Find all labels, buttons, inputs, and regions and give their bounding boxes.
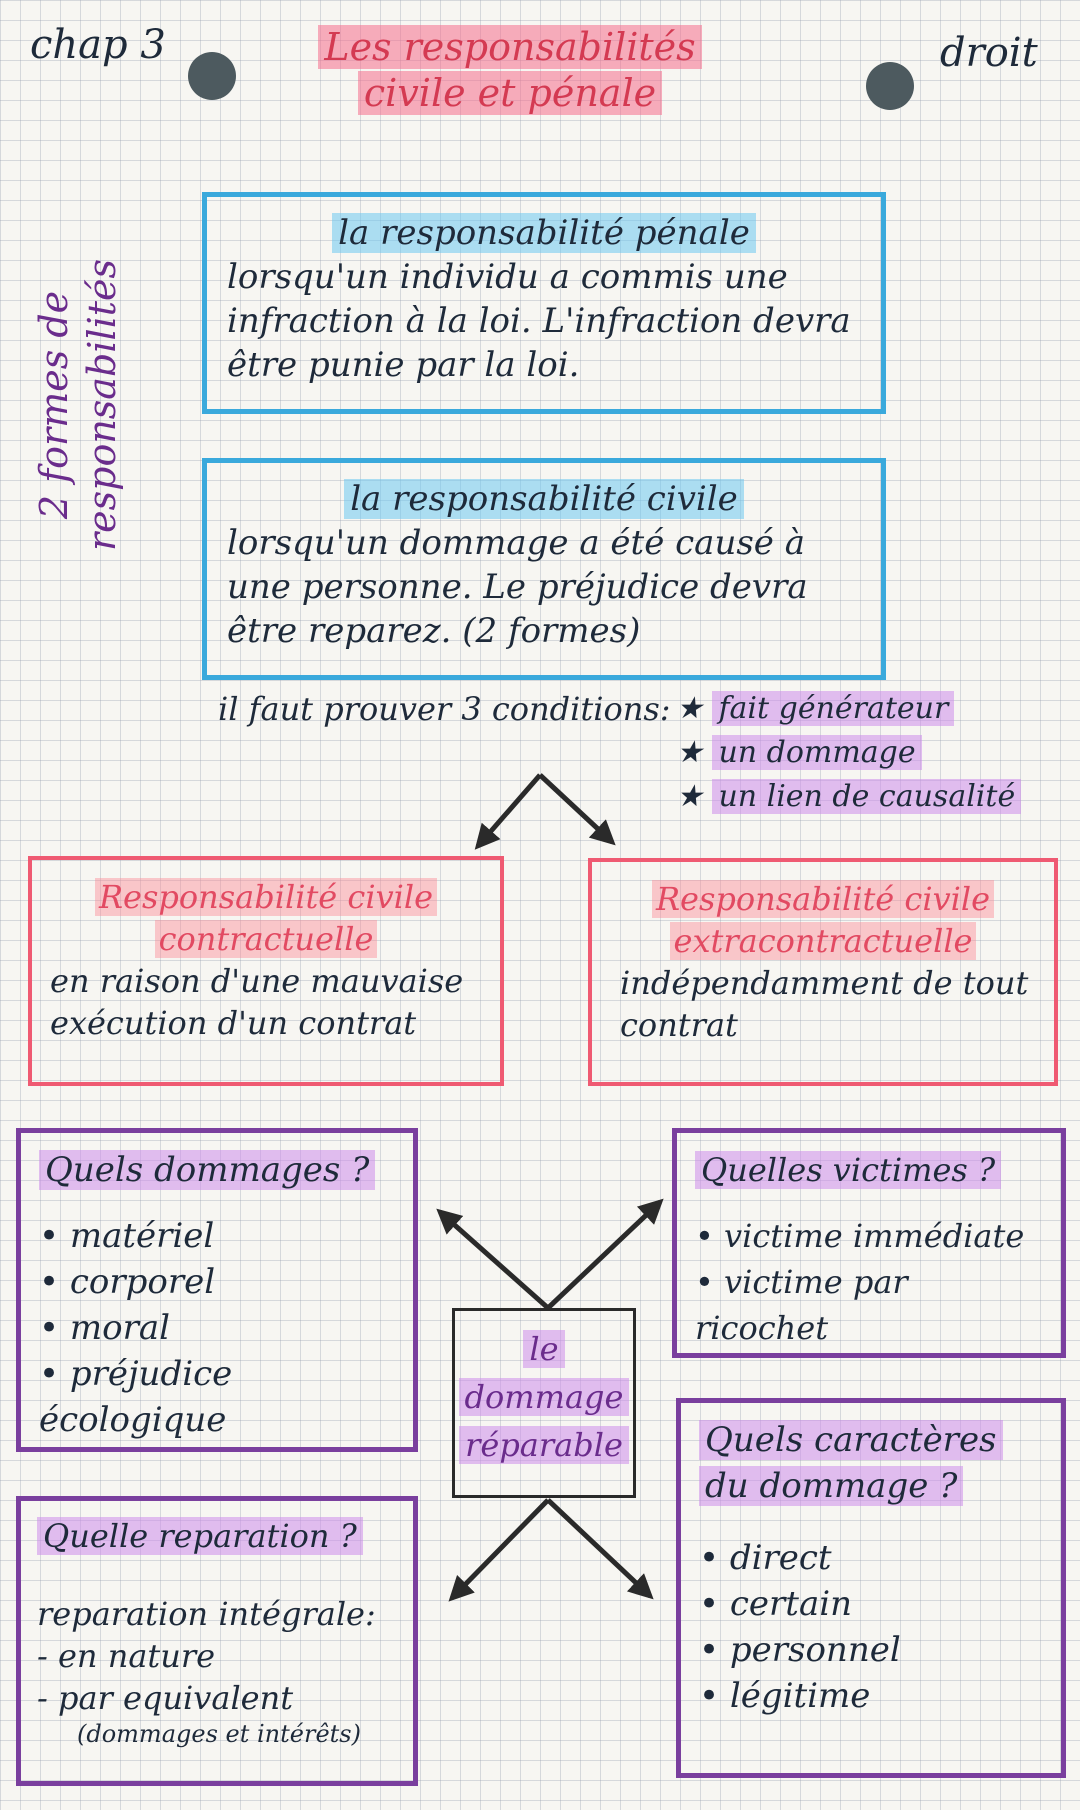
split-arrow bbox=[478, 775, 612, 846]
side-label-line-2: responsabilités bbox=[80, 258, 124, 552]
conditions-list bbox=[676, 688, 1021, 820]
extracontractuelle-title-2: extracontractuelle bbox=[670, 922, 977, 960]
caractere-item: • personnel bbox=[699, 1627, 1043, 1673]
caracteres-title-1: Quels caractères bbox=[699, 1420, 1003, 1460]
extracontractuelle-text: indépendamment de tout contrat bbox=[620, 964, 1029, 1044]
reparation-list bbox=[37, 1635, 397, 1719]
binder-hole-right bbox=[866, 62, 914, 110]
condition-item: ★ un lien de causalité bbox=[676, 776, 1021, 818]
reparation-lead: reparation intégrale: bbox=[37, 1595, 376, 1633]
side-label bbox=[30, 240, 140, 570]
caracteres-box bbox=[676, 1398, 1066, 1778]
caracteres-title-2: du dommage ? bbox=[699, 1466, 963, 1506]
condition-item: ★ un dommage bbox=[676, 732, 1021, 774]
victimes-box bbox=[672, 1128, 1066, 1358]
page-title bbox=[290, 24, 730, 116]
chapter-label: chap 3 bbox=[30, 22, 166, 68]
victimes-list bbox=[695, 1213, 1043, 1351]
contractuelle-box bbox=[28, 856, 504, 1086]
civile-title: la responsabilité civile bbox=[344, 479, 744, 519]
victime-item: • victime par ricochet bbox=[695, 1259, 1043, 1351]
extracontractuelle-box bbox=[588, 858, 1058, 1086]
civile-text: lorsqu'un dommage a été causé à une personne. Le préjudice devra être reparez. (2 formes) bbox=[227, 523, 808, 651]
caractere-item: • direct bbox=[699, 1535, 1043, 1581]
reparation-title: Quelle reparation ? bbox=[37, 1517, 363, 1555]
penale-box bbox=[202, 192, 886, 414]
dommage-item: • moral bbox=[39, 1305, 395, 1351]
victimes-title: Quelles victimes ? bbox=[695, 1151, 1001, 1189]
dommages-list bbox=[39, 1213, 395, 1443]
victime-item: • victime immédiate bbox=[695, 1213, 1043, 1259]
reparation-item: - en nature bbox=[37, 1635, 397, 1677]
center-line-3: réparable bbox=[459, 1426, 629, 1464]
contractuelle-title-2: contractuelle bbox=[155, 920, 378, 958]
caracteres-list bbox=[699, 1535, 1043, 1719]
dommage-item: • matériel bbox=[39, 1213, 395, 1259]
title-line-1: Les responsabilités bbox=[318, 25, 701, 69]
binder-hole-left bbox=[188, 52, 236, 100]
dommage-reparable-box bbox=[452, 1308, 636, 1498]
caractere-item: • légitime bbox=[699, 1673, 1043, 1719]
penale-title: la responsabilité pénale bbox=[332, 213, 756, 253]
dommages-box bbox=[16, 1128, 418, 1452]
extracontractuelle-title-1: Responsabilité civile bbox=[652, 880, 994, 918]
contractuelle-text: en raison d'une mauvaise exécution d'un contrat bbox=[50, 962, 464, 1042]
caractere-item: • certain bbox=[699, 1581, 1043, 1627]
contractuelle-title-1: Responsabilité civile bbox=[95, 878, 437, 916]
center-line-1: le bbox=[523, 1330, 564, 1368]
dommage-item: • préjudice écologique bbox=[39, 1351, 395, 1443]
side-label-line-1: 2 formes de bbox=[32, 290, 76, 520]
reparation-item: - par equivalent bbox=[37, 1677, 397, 1719]
conditions-lead: il faut prouver 3 conditions: bbox=[218, 690, 671, 728]
condition-item: ★ fait générateur bbox=[676, 688, 1021, 730]
reparation-box bbox=[16, 1496, 418, 1786]
subject-label: droit bbox=[940, 30, 1038, 76]
civile-box bbox=[202, 458, 886, 680]
penale-text: lorsqu'un individu a commis une infraction à la loi. L'infraction devra être punie par la loi. bbox=[227, 257, 851, 385]
dommages-title: Quels dommages ? bbox=[39, 1150, 375, 1190]
center-line-2: dommage bbox=[459, 1378, 630, 1416]
title-line-2: civile et pénale bbox=[358, 71, 662, 115]
reparation-note: (dommages et intérêts) bbox=[77, 1720, 361, 1748]
dommage-item: • corporel bbox=[39, 1259, 395, 1305]
